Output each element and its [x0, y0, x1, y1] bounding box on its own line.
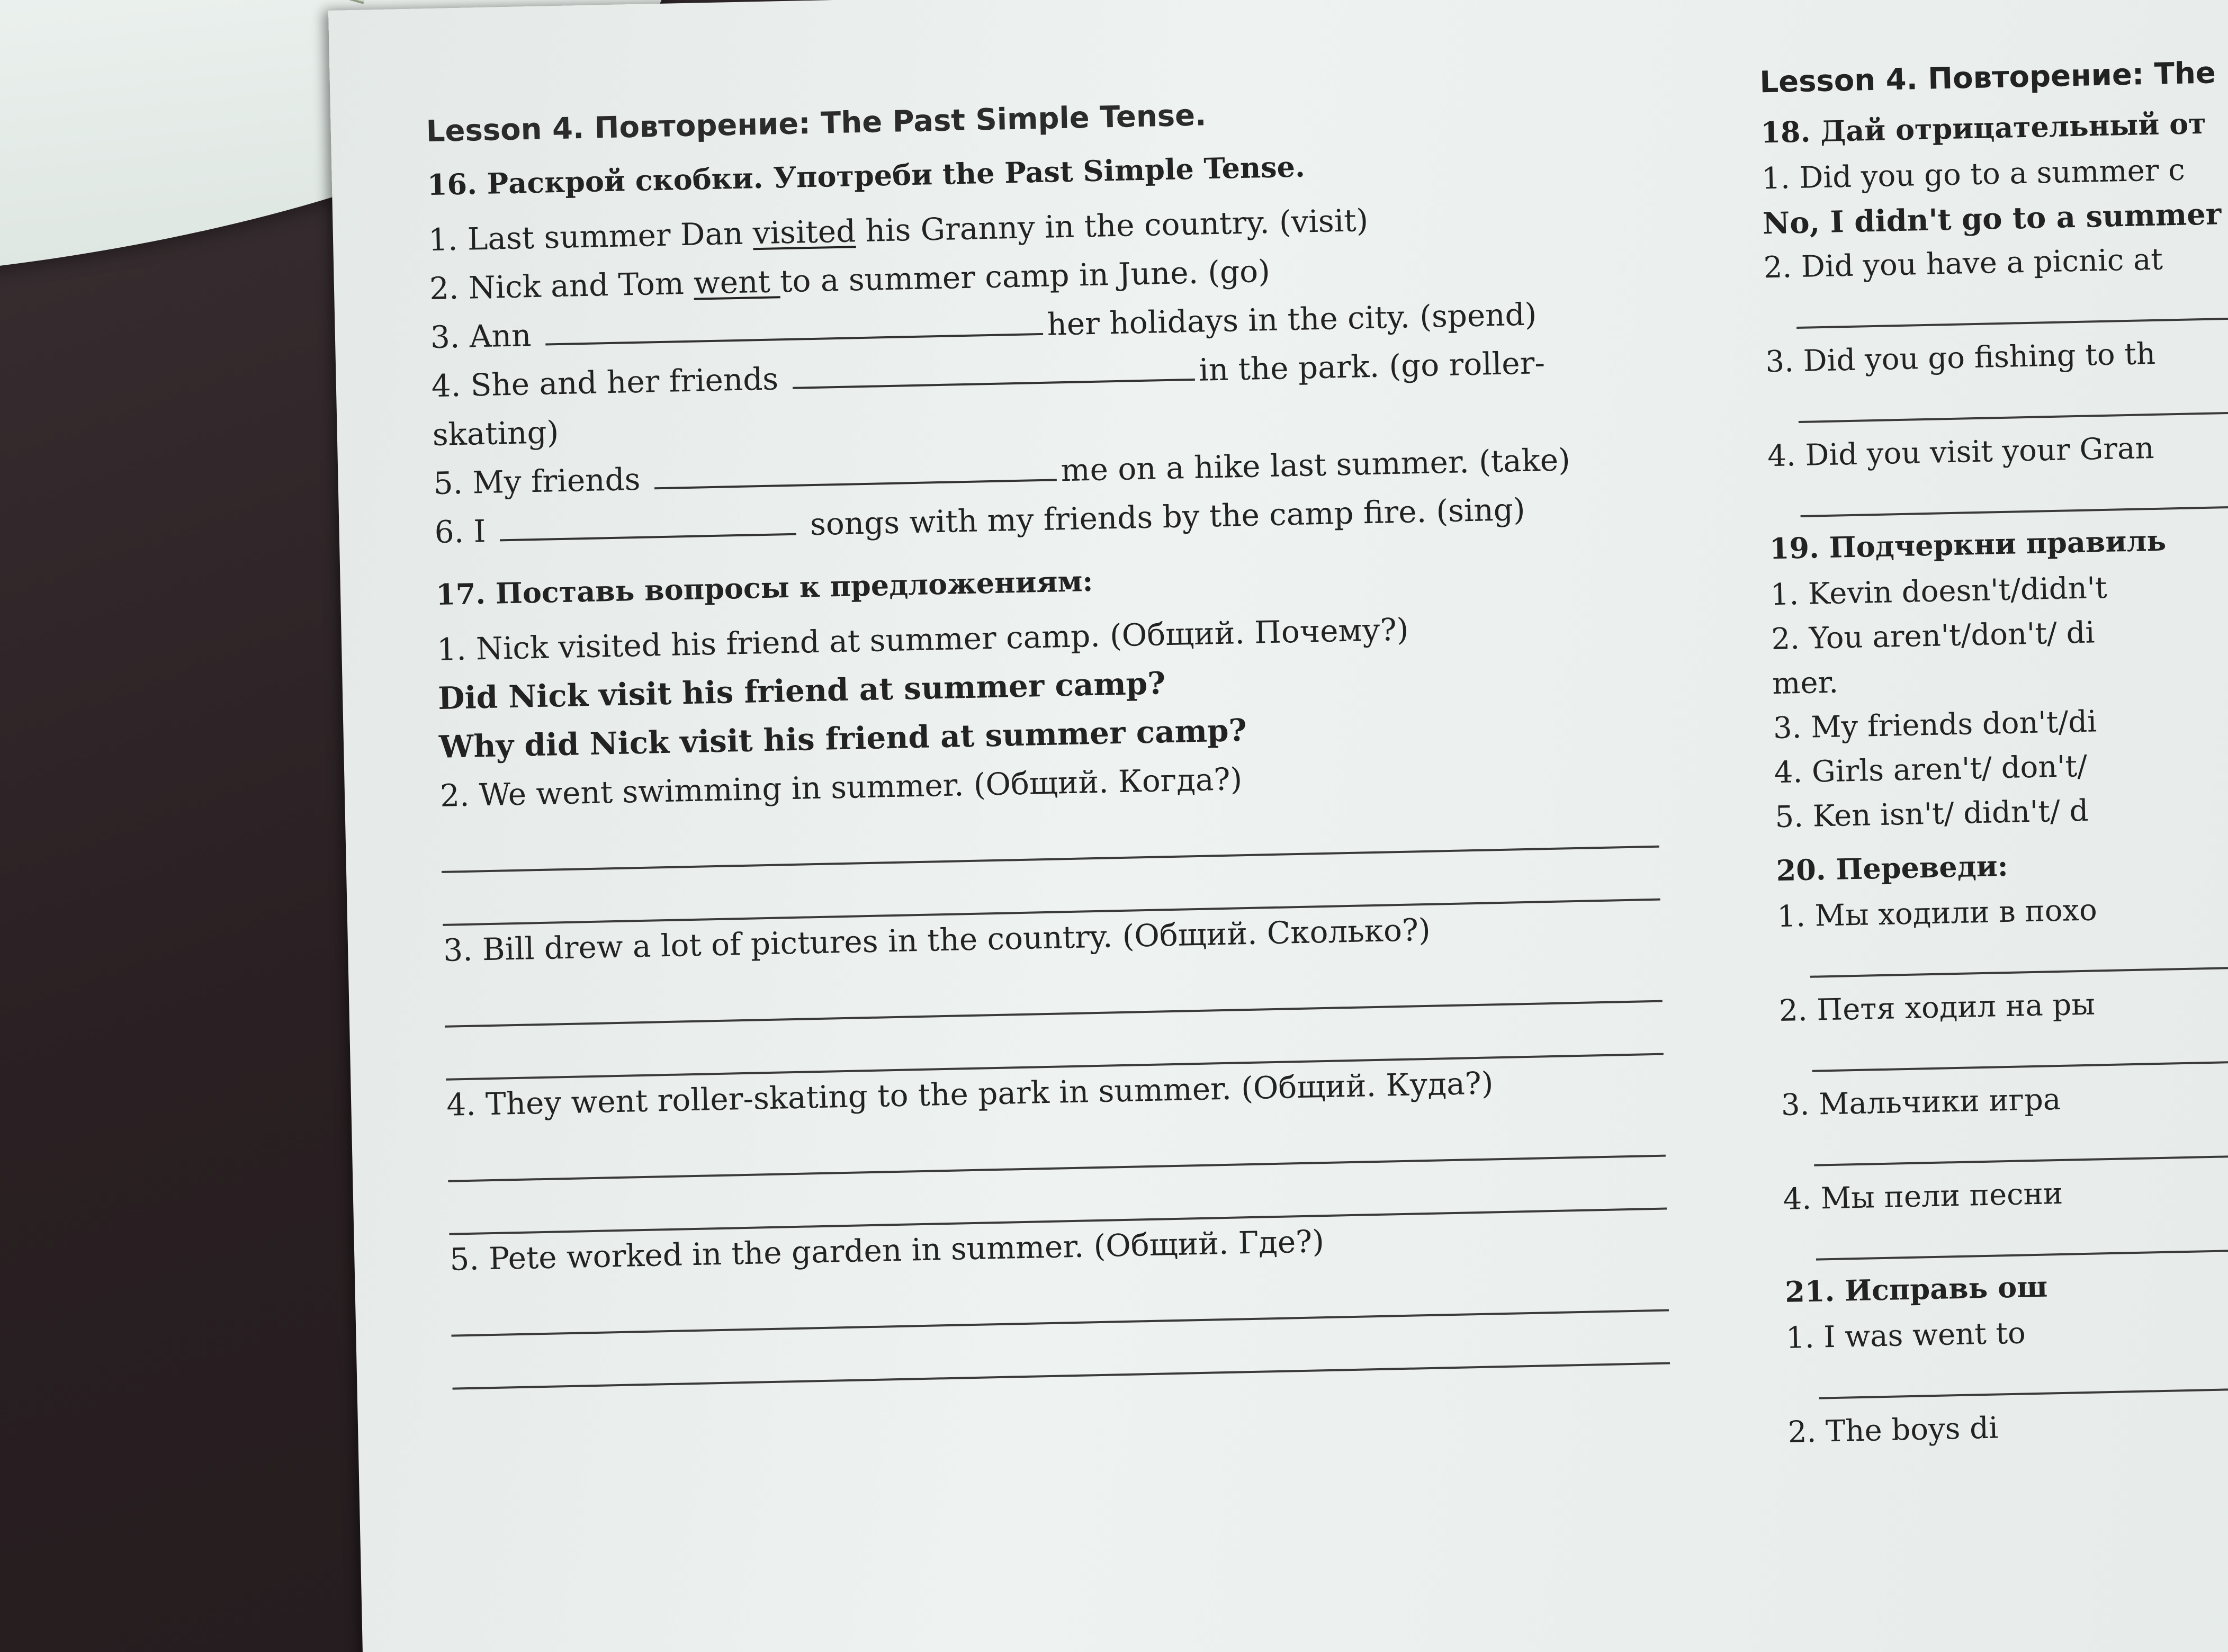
ex17-item-4: 4. They went roller-skating to the park in summer. (Общий. Куда?)	[446, 1065, 1494, 1123]
ex18-line-5: 4. Did you visit your Gran	[1767, 430, 2155, 474]
exercise-16-title: 16. Раскрой скобки. Употреби the Past Simple Tense.	[427, 149, 1306, 202]
ex16-item-4-cont: skating)	[432, 414, 559, 453]
ex17-item-5: 5. Pete worked in the garden in summer. (Общий. Где?)	[449, 1223, 1325, 1278]
ex16-item-1-pre: 1. Last summer Dan	[428, 215, 753, 258]
ex16-item-3-post: her holidays in the city. (spend)	[1046, 296, 1537, 343]
right-lesson-heading: Lesson 4. Повторение: The	[1759, 56, 2216, 100]
ex17-answer-1b: Why did Nick visit his friend at summer camp?	[438, 712, 1247, 765]
exercise-20-title: 20. Переведи:	[1775, 848, 2009, 888]
ex16-item-6-post: songs with my friends by the camp fire. (sing)	[799, 491, 1526, 543]
ex21-line-1: 1. I was went to	[1785, 1316, 2026, 1355]
left-column	[426, 88, 1733, 1390]
right-column	[1759, 53, 2228, 1455]
lesson-heading: Lesson 4. Повторение: The Past Simple Tense.	[426, 98, 1207, 149]
exercise-18-title: 18. Дай отрицательный от	[1760, 106, 2207, 150]
ex16-item-1-answer: visited	[752, 213, 856, 252]
ex19-line-2: 2. You aren't/don't/ di	[1771, 615, 2096, 657]
ex19-line-5: 4. Girls aren't/ don't/	[1774, 749, 2088, 791]
ex16-item-4-blank[interactable]	[792, 349, 1195, 389]
ex20-line-2: 2. Петя ходил на ры	[1778, 987, 2096, 1029]
ex16-item-5-blank[interactable]	[654, 449, 1057, 489]
ex19-line-1: 1. Kevin doesn't/didn't	[1770, 570, 2108, 613]
ex16-item-1-post: his Granny in the country. (visit)	[855, 202, 1369, 249]
ex16-item-4-post: in the park. (go roller-	[1198, 345, 1546, 388]
ex20-line-1: 1. Мы ходили в похо	[1776, 893, 2098, 935]
exercise-19-title: 19. Подчеркни правиль	[1769, 523, 2167, 566]
printed-stripe	[343, 0, 396, 4]
ex18-line-3: 2. Did you have a picnic at	[1763, 242, 2163, 285]
ex21-line-2: 2. The boys di	[1787, 1411, 1999, 1450]
ex19-line-4: 3. My friends don't/di	[1773, 704, 2097, 746]
ex16-item-5-post: me on a hike last summer. (take)	[1060, 442, 1571, 489]
ex16-item-2-answer: went	[693, 263, 780, 301]
ex16-item-3-blank[interactable]	[545, 303, 1043, 346]
exercise-17	[435, 551, 1733, 1389]
exercise-21-title: 21. Исправь ош	[1784, 1269, 2048, 1309]
ex17-item-3: 3. Bill drew a lot of pictures in the country. (Общий. Сколько?)	[443, 911, 1431, 968]
ex16-item-2-post: to a summer camp in June. (go)	[779, 253, 1271, 300]
ex16-item-4-pre: 4. She and her friends	[431, 360, 789, 405]
ex16-item-3-pre: 3. Ann	[430, 317, 542, 356]
ex20-line-4: 4. Мы пели песни	[1782, 1176, 2063, 1217]
ex16-item-6-pre: 6. I	[434, 513, 496, 551]
ex19-line-3: mer.	[1772, 665, 1839, 702]
ex17-item-1: 1. Nick visited his friend at summer camp. (Общий. Почему?)	[436, 611, 1409, 668]
ex17-answer-1a: Did Nick visit his friend at summer camp?	[437, 665, 1166, 716]
ex16-item-2-pre: 2. Nick and Tom	[429, 265, 694, 307]
ex19-line-6: 5. Ken isn't/ didn't/ d	[1774, 793, 2089, 835]
ex18-line-2: No, I didn't go to a summer	[1762, 196, 2222, 241]
ex16-item-6-blank[interactable]	[499, 504, 796, 542]
ex17-item-2: 2. We went swimming in summer. (Общий. Когда?)	[439, 761, 1243, 814]
exercise-16	[427, 141, 1716, 556]
ex18-line-1: 1. Did you go to a summer c	[1761, 152, 2186, 196]
ex18-line-4: 3. Did you go fishing to th	[1765, 336, 2156, 380]
exercise-17-title: 17. Поставь вопросы к предложениям:	[435, 563, 1093, 612]
ex20-line-3: 3. Мальчики игра	[1781, 1082, 2061, 1123]
ex16-item-5-pre: 5. My friends	[433, 461, 651, 502]
worksheet-page	[328, 0, 2228, 1652]
